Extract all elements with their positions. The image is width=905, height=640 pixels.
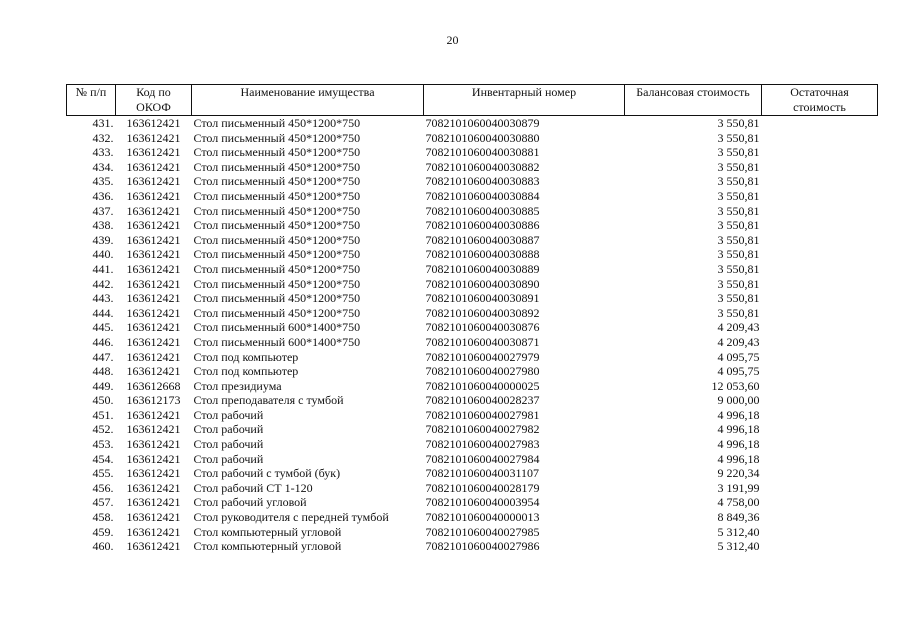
residual-cost	[762, 218, 878, 233]
property-name: Стол рабочий	[193, 407, 264, 422]
table-row	[67, 422, 878, 437]
okof-code: 163612421	[126, 437, 181, 452]
table-row	[67, 233, 878, 248]
row-number: 446.	[92, 334, 114, 349]
property-name: Стол письменный 450*1200*750	[193, 116, 361, 130]
table-row	[67, 116, 878, 131]
row-number: 451.	[92, 407, 114, 422]
property-name: Стол письменный 450*1200*750	[193, 232, 361, 247]
property-name: Стол преподавателя с тумбой	[193, 393, 344, 408]
residual-cost	[762, 160, 878, 175]
table-row	[67, 495, 878, 510]
balance-cost: 4 209,43	[717, 334, 760, 349]
okof-code: 163612421	[126, 407, 181, 422]
table-row	[67, 525, 878, 540]
row-number: 456.	[92, 480, 114, 495]
row-number: 439.	[92, 232, 114, 247]
inventory-number: 7082101060040000013	[425, 510, 540, 525]
table-row	[67, 247, 878, 262]
table-row	[67, 350, 878, 365]
okof-code: 163612421	[126, 349, 181, 364]
balance-cost: 3 550,81	[717, 276, 760, 291]
inventory-number: 7082101060040027980	[425, 364, 540, 379]
row-number: 457.	[92, 495, 114, 510]
row-number: 444.	[92, 305, 114, 320]
residual-cost	[762, 393, 878, 408]
okof-code: 163612421	[126, 466, 181, 481]
okof-code: 163612421	[126, 159, 181, 174]
balance-cost: 12 053,60	[711, 378, 760, 393]
table-row	[67, 189, 878, 204]
row-number: 455.	[92, 466, 114, 481]
row-number: 438.	[92, 218, 114, 233]
okof-code: 163612421	[126, 174, 181, 189]
balance-cost: 4 996,18	[717, 451, 760, 466]
table-row	[67, 262, 878, 277]
header-name: Наименование имущества	[192, 85, 424, 116]
inventory-number: 7082101060040027986	[425, 539, 540, 554]
residual-cost	[762, 466, 878, 481]
table-row	[67, 291, 878, 306]
residual-cost	[762, 174, 878, 189]
balance-cost: 4 996,18	[717, 407, 760, 422]
okof-code: 163612421	[126, 495, 181, 510]
balance-cost: 5 312,40	[717, 539, 760, 554]
balance-cost: 3 191,99	[717, 480, 760, 495]
table-body	[67, 116, 878, 554]
okof-code: 163612668	[126, 378, 181, 393]
property-name: Стол под компьютер	[193, 364, 299, 379]
table-row	[67, 393, 878, 408]
residual-cost	[762, 495, 878, 510]
row-number: 447.	[92, 349, 114, 364]
row-number: 452.	[92, 422, 114, 437]
inventory-number: 7082101060040027982	[425, 422, 540, 437]
row-number: 436.	[92, 188, 114, 203]
property-name: Стол руководителя с передней тумбой	[193, 510, 389, 525]
okof-code: 163612421	[126, 261, 181, 276]
inventory-number: 7082101060040030882	[425, 159, 540, 174]
residual-cost	[762, 437, 878, 452]
inventory-number: 7082101060040030880	[425, 130, 540, 145]
table-row	[67, 160, 878, 175]
okof-code: 163612421	[126, 218, 181, 233]
residual-cost	[762, 539, 878, 554]
inventory-number: 7082101060040028237	[425, 393, 540, 408]
residual-cost	[762, 189, 878, 204]
header-inventory-number: Инвентарный номер	[424, 85, 625, 116]
residual-cost	[762, 350, 878, 365]
balance-cost: 3 550,81	[717, 116, 760, 130]
property-name: Стол рабочий	[193, 422, 264, 437]
table-row	[67, 131, 878, 146]
row-number: 459.	[92, 524, 114, 539]
property-name: Стол письменный 600*1400*750	[193, 320, 361, 335]
okof-code: 163612421	[126, 247, 181, 262]
residual-cost	[762, 145, 878, 160]
row-number: 458.	[92, 510, 114, 525]
balance-cost: 3 550,81	[717, 145, 760, 160]
property-name: Стол рабочий	[193, 451, 264, 466]
residual-cost	[762, 408, 878, 423]
row-number: 431.	[92, 116, 114, 130]
balance-cost: 4 996,18	[717, 437, 760, 452]
okof-code: 163612421	[126, 305, 181, 320]
inventory-number: 7082101060040027985	[425, 524, 540, 539]
inventory-number: 7082101060040027979	[425, 349, 540, 364]
residual-cost	[762, 422, 878, 437]
header-residual-cost: Остаточная стоимость	[762, 85, 878, 116]
property-name: Стол компьютерный угловой	[193, 524, 342, 539]
table-row	[67, 379, 878, 394]
okof-code: 163612421	[126, 232, 181, 247]
residual-cost	[762, 247, 878, 262]
inventory-number: 7082101060040000025	[425, 378, 540, 393]
table-header	[67, 85, 878, 116]
residual-cost	[762, 306, 878, 321]
table-row	[67, 408, 878, 423]
inventory-number: 7082101060040028179	[425, 480, 540, 495]
okof-code: 163612421	[126, 510, 181, 525]
row-number: 433.	[92, 145, 114, 160]
balance-cost: 3 550,81	[717, 305, 760, 320]
header-code: Код по ОКОФ	[116, 85, 192, 116]
residual-cost	[762, 379, 878, 394]
residual-cost	[762, 233, 878, 248]
inventory-number: 7082101060040030890	[425, 276, 540, 291]
row-number: 454.	[92, 451, 114, 466]
row-number: 435.	[92, 174, 114, 189]
property-name: Стол письменный 450*1200*750	[193, 276, 361, 291]
inventory-number: 7082101060040030884	[425, 188, 540, 203]
property-name: Стол письменный 450*1200*750	[193, 145, 361, 160]
property-name: Стол письменный 450*1200*750	[193, 130, 361, 145]
residual-cost	[762, 320, 878, 335]
okof-code: 163612421	[126, 291, 181, 306]
header-num: № п/п	[67, 85, 116, 116]
okof-code: 163612421	[126, 364, 181, 379]
row-number: 448.	[92, 364, 114, 379]
residual-cost	[762, 481, 878, 496]
table-row	[67, 539, 878, 554]
property-name: Стол рабочий СТ 1-120	[193, 480, 313, 495]
okof-code: 163612421	[126, 539, 181, 554]
balance-cost: 4 095,75	[717, 364, 760, 379]
balance-cost: 3 550,81	[717, 218, 760, 233]
table-row	[67, 510, 878, 525]
inventory-number: 7082101060040030876	[425, 320, 540, 335]
balance-cost: 3 550,81	[717, 159, 760, 174]
okof-code: 163612421	[126, 145, 181, 160]
okof-code: 163612421	[126, 451, 181, 466]
balance-cost: 9 220,34	[717, 466, 760, 481]
inventory-number: 7082101060040003954	[425, 495, 540, 510]
inventory-number: 7082101060040030879	[425, 116, 540, 130]
inventory-number: 7082101060040027983	[425, 437, 540, 452]
inventory-number: 7082101060040030886	[425, 218, 540, 233]
balance-cost: 4 095,75	[717, 349, 760, 364]
okof-code: 163612421	[126, 276, 181, 291]
okof-code: 163612421	[126, 130, 181, 145]
balance-cost: 9 000,00	[717, 393, 760, 408]
property-name: Стол письменный 450*1200*750	[193, 291, 361, 306]
okof-code: 163612421	[126, 116, 181, 130]
table-row	[67, 335, 878, 350]
inventory-number: 7082101060040030871	[425, 334, 540, 349]
table-row	[67, 481, 878, 496]
residual-cost	[762, 131, 878, 146]
inventory-number: 7082101060040030888	[425, 247, 540, 262]
property-name: Стол письменный 450*1200*750	[193, 159, 361, 174]
property-name: Стол письменный 450*1200*750	[193, 218, 361, 233]
balance-cost: 4 209,43	[717, 320, 760, 335]
page-number: 20	[446, 33, 459, 47]
inventory-number: 7082101060040030887	[425, 232, 540, 247]
table-row	[67, 437, 878, 452]
table-row	[67, 306, 878, 321]
property-name: Стол письменный 600*1400*750	[193, 334, 361, 349]
table-row	[67, 145, 878, 160]
residual-cost	[762, 262, 878, 277]
balance-cost: 3 550,81	[717, 261, 760, 276]
property-name: Стол письменный 450*1200*750	[193, 247, 361, 262]
inventory-number: 7082101060040030883	[425, 174, 540, 189]
row-number: 443.	[92, 291, 114, 306]
property-name: Стол под компьютер	[193, 349, 299, 364]
residual-cost	[762, 335, 878, 350]
balance-cost: 3 550,81	[717, 247, 760, 262]
property-name: Стол письменный 450*1200*750	[193, 261, 361, 276]
balance-cost: 5 312,40	[717, 524, 760, 539]
property-name: Стол компьютерный угловой	[193, 539, 342, 554]
okof-code: 163612421	[126, 422, 181, 437]
row-number: 449.	[92, 378, 114, 393]
balance-cost: 3 550,81	[717, 188, 760, 203]
inventory-number: 7082101060040027981	[425, 407, 540, 422]
table-row	[67, 320, 878, 335]
balance-cost: 3 550,81	[717, 174, 760, 189]
row-number: 460.	[92, 539, 114, 554]
header-balance-cost: Балансовая стоимость	[625, 85, 762, 116]
inventory-number: 7082101060040030889	[425, 261, 540, 276]
balance-cost: 3 550,81	[717, 203, 760, 218]
property-name: Стол президиума	[193, 378, 282, 393]
okof-code: 163612421	[126, 320, 181, 335]
property-name: Стол письменный 450*1200*750	[193, 203, 361, 218]
balance-cost: 3 550,81	[717, 232, 760, 247]
residual-cost	[762, 525, 878, 540]
row-number: 441.	[92, 261, 114, 276]
table-row	[67, 218, 878, 233]
residual-cost	[762, 510, 878, 525]
row-number: 442.	[92, 276, 114, 291]
balance-cost: 3 550,81	[717, 291, 760, 306]
okof-code: 163612421	[126, 203, 181, 218]
inventory-number: 7082101060040030885	[425, 203, 540, 218]
inventory-number: 7082101060040030881	[425, 145, 540, 160]
row-number: 437.	[92, 203, 114, 218]
inventory-number: 7082101060040030891	[425, 291, 540, 306]
row-number: 434.	[92, 159, 114, 174]
property-name: Стол письменный 450*1200*750	[193, 188, 361, 203]
table-row	[67, 204, 878, 219]
okof-code: 163612421	[126, 334, 181, 349]
balance-cost: 3 550,81	[717, 130, 760, 145]
balance-cost: 8 849,36	[717, 510, 760, 525]
table-row	[67, 174, 878, 189]
balance-cost: 4 996,18	[717, 422, 760, 437]
residual-cost	[762, 452, 878, 467]
row-number: 445.	[92, 320, 114, 335]
row-number: 440.	[92, 247, 114, 262]
okof-code: 163612421	[126, 480, 181, 495]
property-name: Стол письменный 450*1200*750	[193, 174, 361, 189]
okof-code: 163612173	[126, 393, 181, 408]
inventory-number: 7082101060040031107	[425, 466, 540, 481]
table-row	[67, 364, 878, 379]
table-row	[67, 466, 878, 481]
row-number: 450.	[92, 393, 114, 408]
residual-cost	[762, 364, 878, 379]
okof-code: 163612421	[126, 524, 181, 539]
table-row	[67, 277, 878, 292]
property-name: Стол письменный 450*1200*750	[193, 305, 361, 320]
residual-cost	[762, 291, 878, 306]
property-name: Стол рабочий	[193, 437, 264, 452]
residual-cost	[762, 204, 878, 219]
row-number: 453.	[92, 437, 114, 452]
row-number: 432.	[92, 130, 114, 145]
table-row	[67, 452, 878, 467]
residual-cost	[762, 116, 878, 131]
okof-code: 163612421	[126, 188, 181, 203]
residual-cost	[762, 277, 878, 292]
inventory-table	[66, 84, 878, 554]
balance-cost: 4 758,00	[717, 495, 760, 510]
property-name: Стол рабочий угловой	[193, 495, 307, 510]
property-name: Стол рабочий с тумбой (бук)	[193, 466, 341, 481]
inventory-number: 7082101060040027984	[425, 451, 540, 466]
inventory-number: 7082101060040030892	[425, 305, 540, 320]
